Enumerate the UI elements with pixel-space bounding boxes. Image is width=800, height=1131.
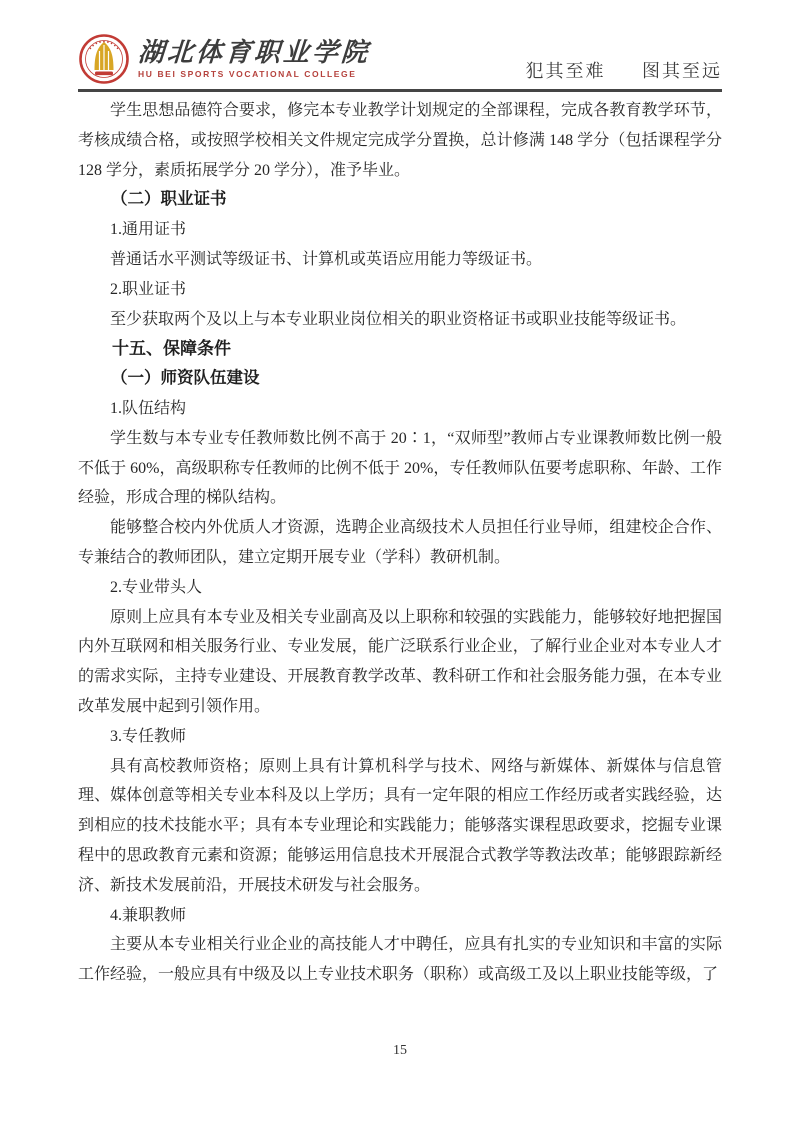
paragraph: 普通话水平测试等级证书、计算机或英语应用能力等级证书。 — [110, 250, 543, 268]
numbered-subheading: 3.专任教师 — [110, 727, 187, 745]
page-number: 15 — [393, 1043, 407, 1058]
chapter-heading: 十五、保障条件 — [112, 339, 231, 359]
college-name-zh: 湖北体育职业学院 — [136, 37, 372, 68]
numbered-subheading: 1.队伍结构 — [110, 399, 187, 417]
paragraph: 原则上应具有本专业及相关专业副高及以上职称和较强的实践能力，能够较好地把握国内外互联网和相关服务行业、专业发展，能广泛联系行业企业，了解行业企业对本专业人才的需求实际，主持专业建设、开展教育教学改革、教科研工作和社会服务能力强，在本专业改革发展中起到引领作用。 — [78, 608, 722, 715]
numbered-subheading: 2.职业证书 — [110, 280, 187, 298]
college-motto — [526, 57, 723, 85]
paragraph: 能够整合校内外优质人才资源，选聘企业高级技术人员担任行业导师，组建校企合作、专兼结合的教师团队，建立定期开展专业（学科）教研机制。 — [78, 519, 722, 566]
motto-right: 图其至远 — [642, 61, 722, 81]
numbered-subheading: 1.通用证书 — [110, 221, 187, 239]
paragraph: 学生思想品德符合要求，修完本专业教学计划规定的全部课程，完成各教育教学环节，考核成绩合格，或按照学校相关文件规定完成学分置换，总计修满 148 学分（包括课程学分 128 学分，素质拓展学分 20 学分），准予毕业。 — [78, 102, 722, 179]
paragraph: 至少获取两个及以上与本专业职业岗位相关的职业资格证书或职业技能等级证书。 — [110, 310, 687, 328]
numbered-subheading: 4.兼职教师 — [110, 906, 187, 924]
college-brand — [78, 33, 370, 85]
document-body — [78, 96, 722, 990]
section-heading: （一）师资队伍建设 — [111, 369, 260, 388]
college-name-en: HU BEI SPORTS VOCATIONAL COLLEGE — [138, 68, 357, 79]
paragraph: 具有高校教师资格；原则上具有计算机科学与技术、网络与新媒体、新媒体与信息管理、媒体创意等相关专业本科及以上学历；具有一定年限的相应工作经历或者实践经验，达到相应的技术技能水平；具有本专业理论和实践能力；能够落实课程思政要求，挖掘专业课程中的思政教育元素和资源；能够运用信息技术开展混合式教学等教法改革；能够跟踪新经济、新技术发展前沿，开展技术研发与社会服务。 — [78, 757, 722, 894]
motto-left: 犯其至难 — [525, 61, 606, 81]
section-heading: （二）职业证书 — [111, 190, 227, 209]
college-emblem-icon — [78, 33, 130, 85]
college-name-block — [136, 37, 372, 79]
paragraph: 主要从本专业相关行业企业的高技能人才中聘任，应具有扎实的专业知识和丰富的实际工作经验，一般应具有中级及以上专业技术职务（职称）或高级工及以上职业技能等级，了 — [78, 936, 722, 984]
paragraph: 学生数与本专业专任教师数比例不高于 20∶1，“双师型”教师占专业课教师数比例一般不低于 60%，高级职称专任教师的比例不低于 20%，专任教师队伍要考虑职称、年龄、工作经验，形成合理的梯队结构。 — [78, 429, 722, 507]
document-header — [78, 34, 722, 92]
numbered-subheading: 2.专业带头人 — [110, 578, 203, 596]
